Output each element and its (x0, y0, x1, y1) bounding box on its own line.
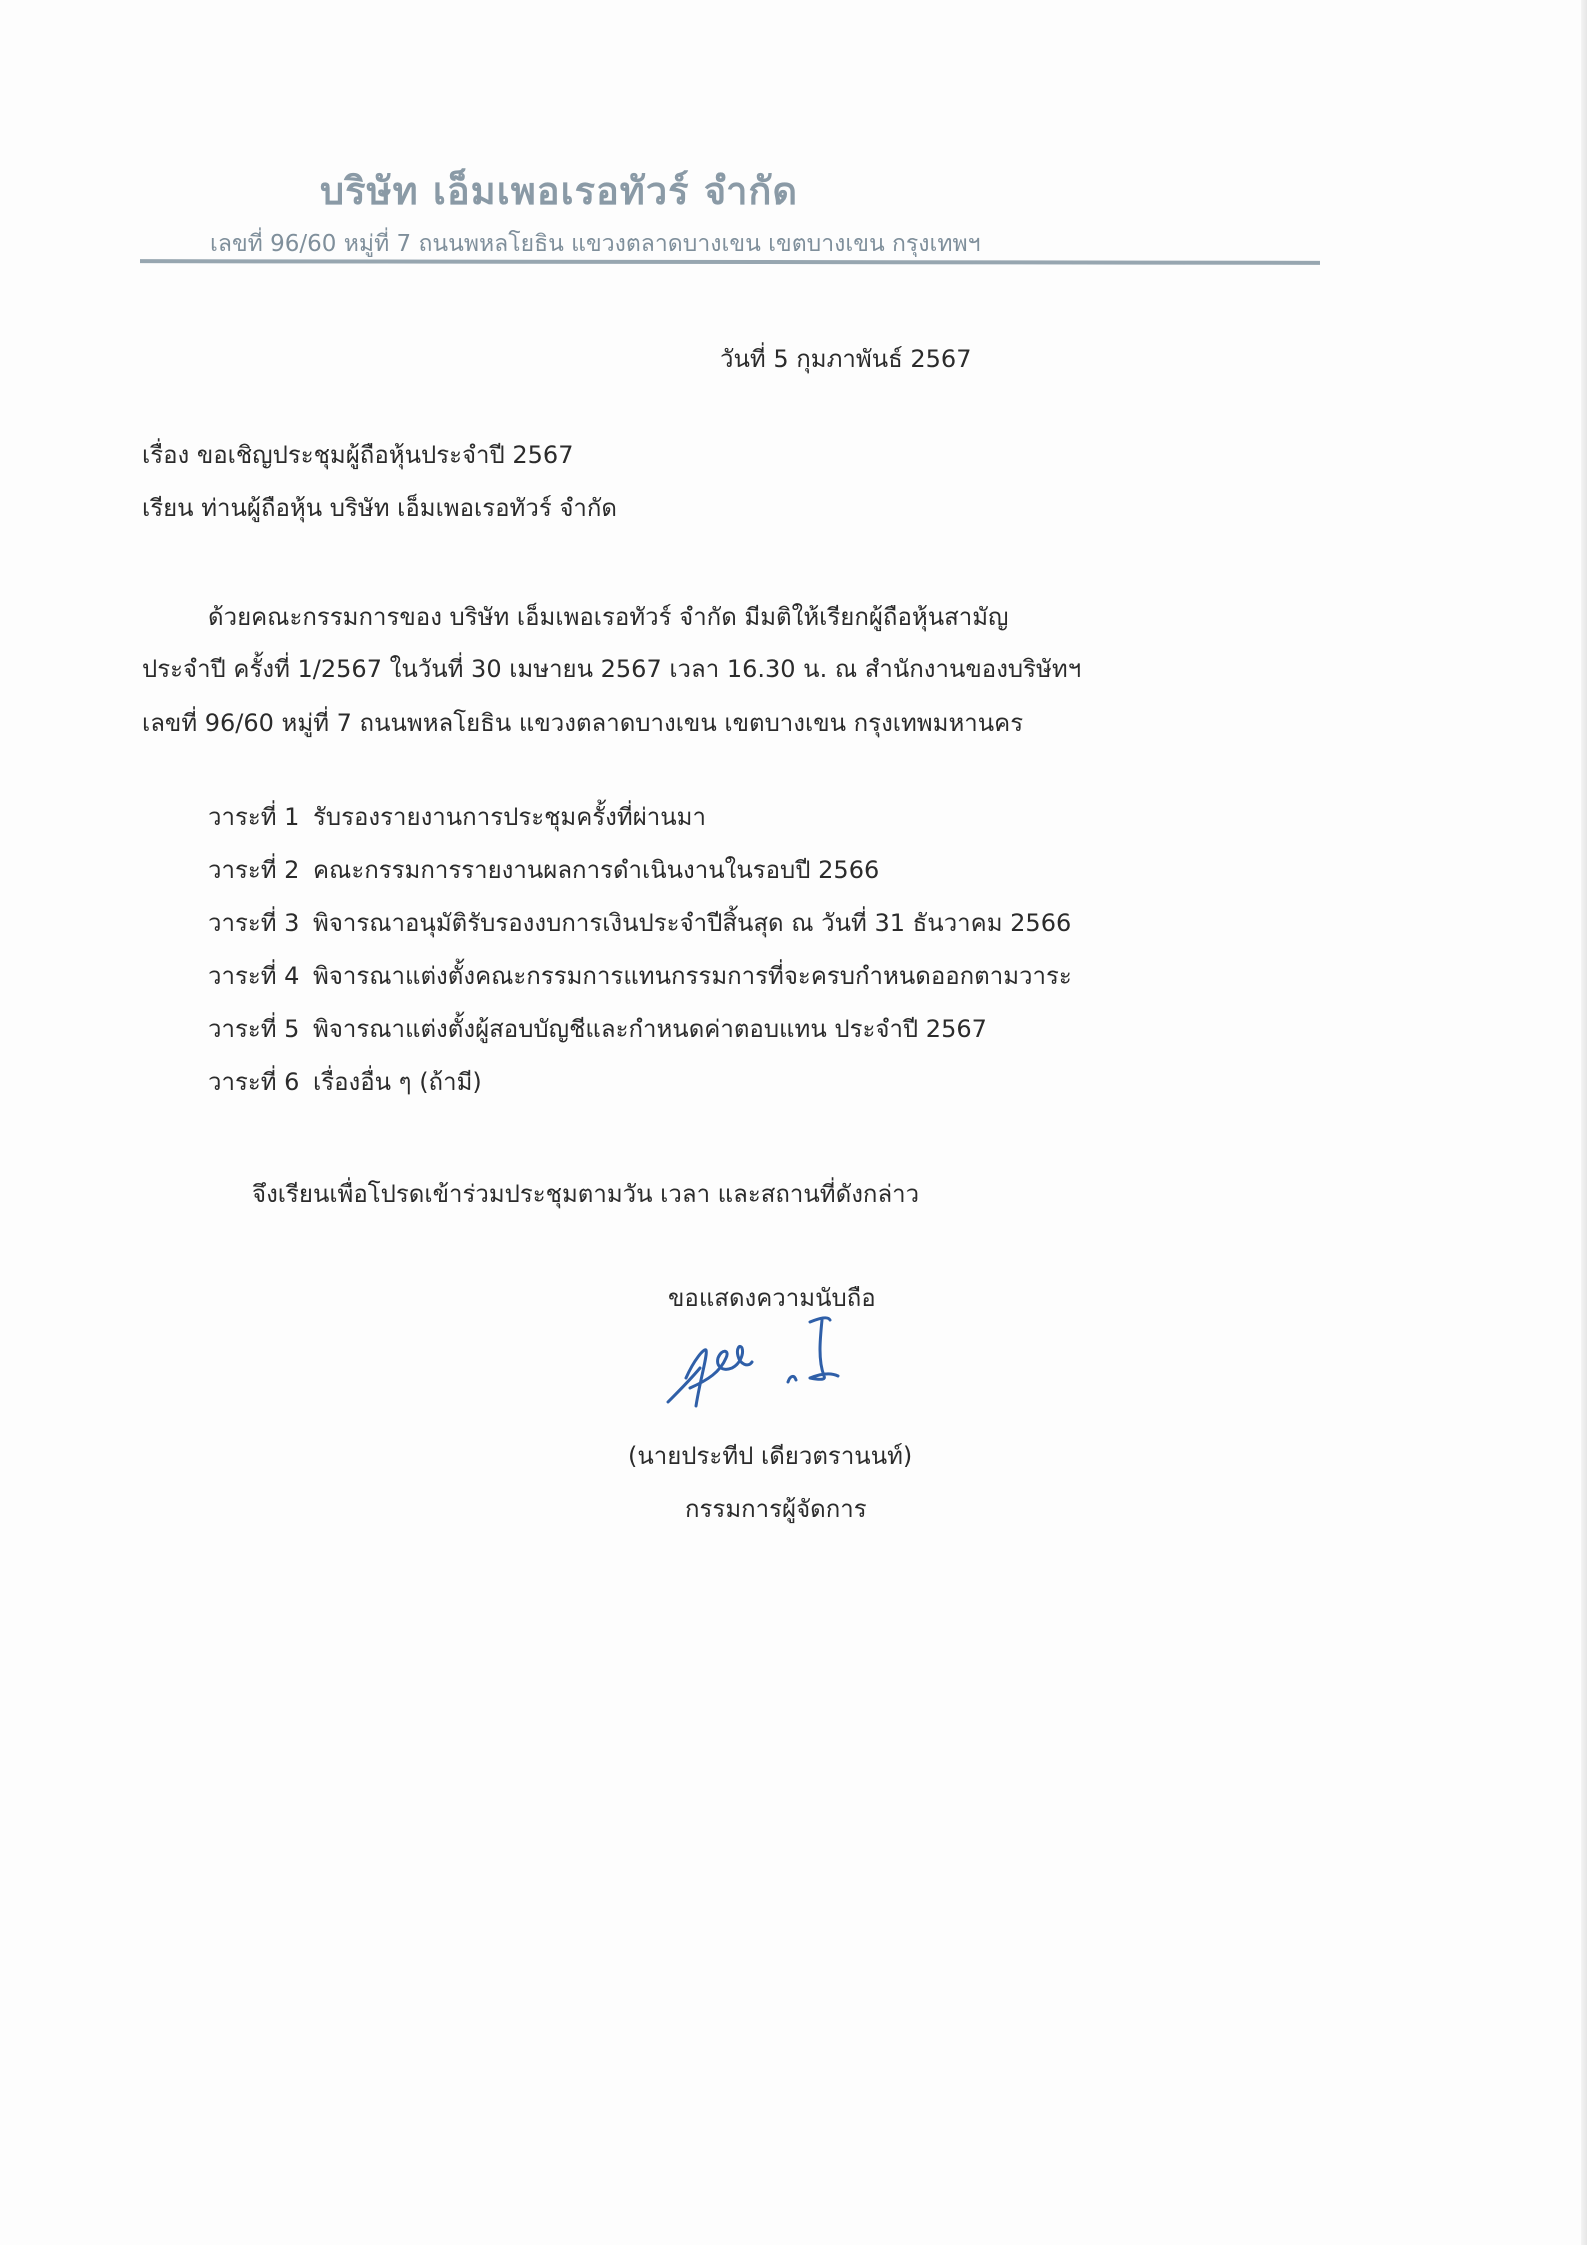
letter-subject: เรื่อง ขอเชิญประชุมผู้ถือหุ้นประจำปี 2567 (142, 441, 574, 469)
signer-position: กรรมการผู้จัดการ (685, 1495, 867, 1523)
handwritten-signature (660, 1310, 860, 1420)
agenda-number: วาระที่ 3 (208, 909, 300, 937)
agenda-text: พิจารณาอนุมัติรับรองงบการเงินประจำปีสิ้นสุด ณ วันที่ 31 ธันวาคม 2566 (313, 909, 1072, 937)
letterhead-rule (140, 259, 1320, 265)
agenda-item (208, 1009, 1208, 1062)
closing-sentence: จึงเรียนเพื่อโปรดเข้าร่วมประชุมตามวัน เวลา และสถานที่ดังกล่าว (252, 1180, 920, 1208)
body-line-2: ประจำปี ครั้งที่ 1/2567 ในวันที่ 30 เมษายน 2567 เวลา 16.30 น. ณ สำนักงานของบริษัทฯ (142, 655, 1082, 683)
letter-recipient: เรียน ท่านผู้ถือหุ้น บริษัท เอ็มเพอเรอทัวร์ จำกัด (142, 494, 618, 522)
agenda-list (208, 797, 1208, 1115)
agenda-number: วาระที่ 2 (208, 856, 300, 884)
agenda-item (208, 903, 1208, 956)
signer-name: (นายประทีป เดียวตรานนท์) (628, 1442, 913, 1470)
agenda-number: วาระที่ 5 (208, 1015, 300, 1043)
agenda-item (208, 797, 1208, 850)
agenda-number: วาระที่ 4 (208, 962, 300, 990)
agenda-text: คณะกรรมการรายงานผลการดำเนินงานในรอบปี 2566 (313, 856, 880, 884)
company-address: เลขที่ 96/60 หมู่ที่ 7 ถนนพหลโยธิน แขวงตลาดบางเขน เขตบางเขน กรุงเทพฯ (210, 231, 981, 257)
agenda-number: วาระที่ 1 (208, 803, 300, 831)
agenda-item (208, 1062, 1208, 1115)
body-line-1: ด้วยคณะกรรมการของ บริษัท เอ็มเพอเรอทัวร์ จำกัด มีมติให้เรียกผู้ถือหุ้นสามัญ (208, 603, 1009, 631)
agenda-number: วาระที่ 6 (208, 1068, 300, 1096)
page-edge-shadow (1581, 0, 1587, 2245)
agenda-item (208, 956, 1208, 1009)
agenda-text: พิจารณาแต่งตั้งคณะกรรมการแทนกรรมการที่จะครบกำหนดออกตามวาระ (313, 962, 1072, 990)
agenda-item (208, 850, 1208, 903)
agenda-text: เรื่องอื่น ๆ (ถ้ามี) (313, 1068, 482, 1096)
company-name: บริษัท เอ็มเพอเรอทัวร์ จำกัด (320, 169, 799, 213)
regards-line: ขอแสดงความนับถือ (668, 1284, 876, 1312)
agenda-text: รับรองรายงานการประชุมครั้งที่ผ่านมา (313, 803, 706, 831)
agenda-text: พิจารณาแต่งตั้งผู้สอบบัญชีและกำหนดค่าตอบแทน ประจำปี 2567 (313, 1015, 987, 1043)
body-line-3: เลขที่ 96/60 หมู่ที่ 7 ถนนพหลโยธิน แขวงตลาดบางเขน เขตบางเขน กรุงเทพมหานคร (142, 709, 1024, 737)
letter-date: วันที่ 5 กุมภาพันธ์ 2567 (720, 345, 972, 373)
